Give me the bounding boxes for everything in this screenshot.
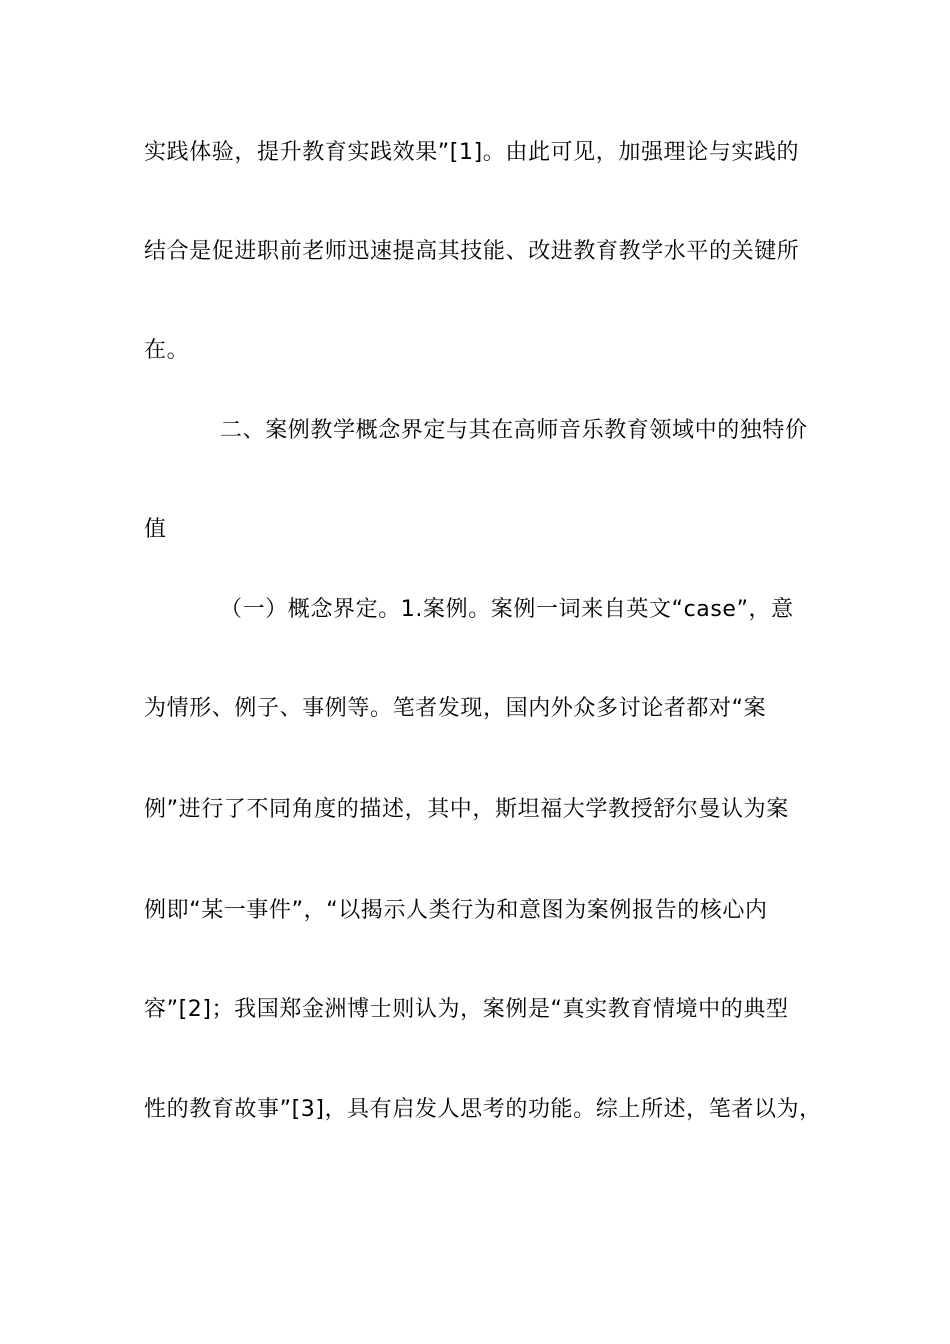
paragraph-line: 例”进行了不同角度的描述，其中，斯坦福大学教授舒尔曼认为案 [144, 797, 789, 822]
paragraph-line: 在。 [144, 338, 190, 363]
paragraph-line: （一）概念界定。1.案例。案例一词来自英文“case”，意 [220, 597, 794, 622]
paragraph-line: 性的教育故事”[3]，具有启发人思考的功能。综上所述，笔者以为， [144, 1097, 822, 1122]
paragraph-line: 为情形、例子、事例等。笔者发现，国内外众多讨论者都对“案 [144, 696, 767, 721]
paragraph-line: 例即“某一事件”，“以揭示人类行为和意图为案例报告的核心内 [144, 898, 768, 923]
section-heading-line: 值 [144, 517, 167, 542]
paragraph-line: 实践体验，提升教育实践效果”[1]。由此可见，加强理论与实践的 [144, 140, 800, 165]
paragraph-line: 结合是促进职前老师迅速提高其技能、改进教育教学水平的关键所 [144, 239, 800, 264]
paragraph-line: 容”[2]；我国郑金洲博士则认为，案例是“真实教育情境中的典型 [144, 997, 789, 1022]
section-heading-line: 二、案例教学概念界定与其在高师音乐教育领域中的独特价 [220, 418, 808, 443]
